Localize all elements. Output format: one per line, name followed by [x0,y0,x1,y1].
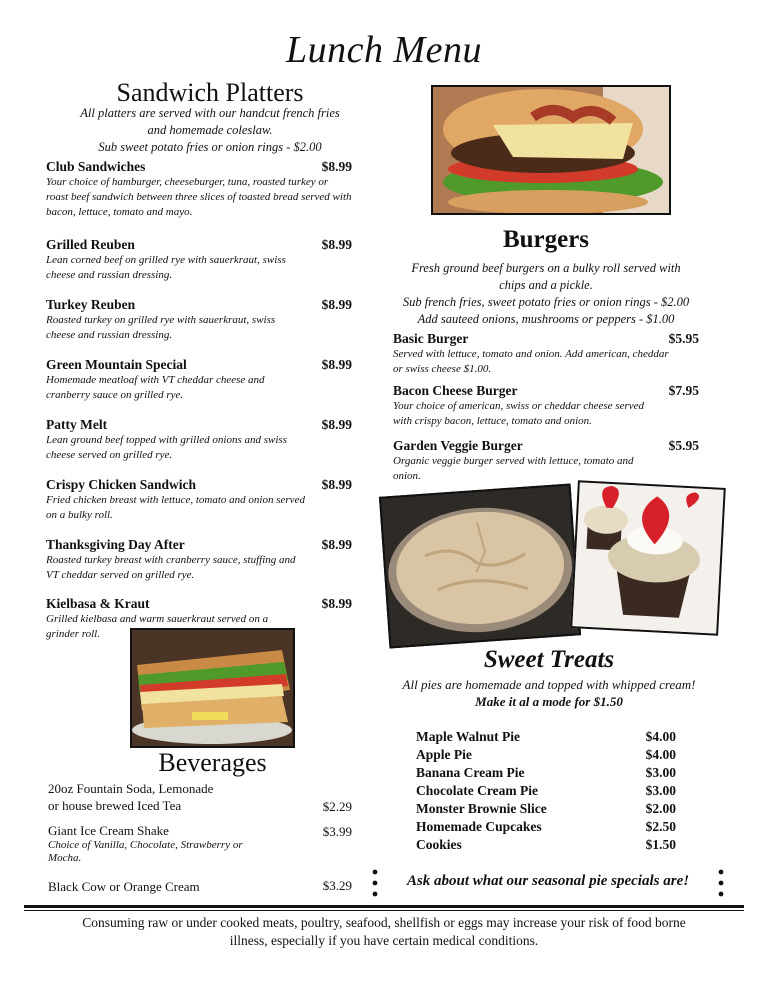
item-desc: Served with lettuce, tomato and onion. Add american, cheddar or swiss cheese $1.00. [393,348,669,375]
treat-name: Monster Brownie Slice [416,801,547,816]
item-name: Turkey Reuben [46,297,136,312]
sandwich-list [46,159,352,640]
item-price: $5.95 [668,438,699,453]
treats-heading: Sweet Treats [483,646,615,673]
item-price: $8.99 [321,237,352,252]
sandwich-intro-line: All platters are served with our handcut french fries [80,106,340,120]
item-desc: Fried chicken breast with lettuce, tomato and onion served on a bulky roll. [46,494,305,521]
item-price: $8.99 [321,357,352,372]
footer-rule [24,910,744,911]
page-title: Lunch Menu [285,29,483,71]
seasonal-banner [370,866,726,900]
bev-name: Black Cow or Orange Cream [48,879,200,894]
menu-item [46,537,352,596]
burger-photo [431,85,671,215]
burgers-intro-line: chips and a pickle. [499,278,593,292]
item-name: Thanksgiving Day After [46,537,185,552]
menu-item [46,417,352,477]
menu-item [393,383,699,438]
item-desc: Roasted turkey on grilled rye with sauerkraut, swiss cheese and russian dressing. [46,314,276,341]
burger-list [393,331,699,488]
menu-item [393,438,699,488]
item-desc: Your choice of hamburger, cheeseburger, tuna, roasted turkey or roast beef sandwich between three slices of toasted bread served with bacon, lettuce, tomato and mayo. [46,176,352,218]
item-name: Crispy Chicken Sandwich [46,477,197,492]
item-price: $8.99 [321,596,352,611]
sandwich-intro-line: and homemade coleslaw. [147,123,273,137]
sandwich-heading: Sandwich Platters [116,78,304,107]
item-name: Garden Veggie Burger [393,438,523,453]
item-price: $8.99 [321,477,352,492]
item-desc: Lean ground beef topped with grilled onions and swiss cheese served on grilled rye. [46,434,287,461]
bev-price: $2.29 [322,799,352,814]
menu-item [46,237,352,297]
treat-price: $4.00 [645,729,676,744]
treat-item [416,819,676,837]
treat-list [416,729,676,855]
treats-intro-line: Make it al a mode for $1.50 [475,694,623,709]
sandwich-intro [40,105,380,156]
item-price: $5.95 [668,331,699,346]
treats-intro-line: All pies are homemade and topped with whipped cream! [402,677,696,692]
treat-name: Cookies [416,837,462,852]
treat-item [416,765,676,783]
item-name: Basic Burger [393,331,469,346]
burgers-heading: Burgers [502,226,590,253]
beverage-list [48,780,352,898]
burgers-intro-line: Sub french fries, sweet potato fries or onion rings - $2.00 [402,295,690,309]
burgers-intro-line: Add sauteed onions, mushrooms or peppers - $1.00 [417,312,675,326]
treat-name: Banana Cream Pie [416,765,525,780]
item-name: Kielbasa & Kraut [46,596,150,611]
bev-price: $3.99 [322,824,352,839]
item-name: Green Mountain Special [46,357,187,372]
bev-desc: Choice of Vanilla, Chocolate, Strawberry or Mocha. [48,839,243,864]
item-price: $8.99 [321,297,352,312]
item-desc: Organic veggie burger served with lettuce, tomato and onion. [393,455,634,482]
footer-rule [24,905,744,908]
treat-name: Chocolate Cream Pie [416,783,538,798]
item-price: $8.99 [321,159,352,174]
bev-name: or house brewed Iced Tea [48,798,182,813]
item-desc: Homemade meatloaf with VT cheddar cheese and cranberry sauce on grilled rye. [46,374,265,401]
footer-line: Consuming raw or under cooked meats, poultry, seafood, shellfish or eggs may increase your risk of food borne [82,915,686,930]
beverage-item [48,780,352,822]
treat-price: $3.00 [645,783,676,798]
footer-disclaimer [10,914,758,950]
item-desc: Your choice of american, swiss or cheddar cheese served with crispy bacon, lettuce, tomato and onion. [393,400,645,427]
beverages-heading: Beverages [158,748,267,777]
treat-price: $3.00 [645,765,676,780]
footer-line: illness, especially if you have certain medical conditions. [229,933,539,948]
sandwich-photo [130,628,295,748]
treat-name: Homemade Cupcakes [416,819,542,834]
treat-item [416,729,676,747]
menu-item [393,331,699,383]
burgers-intro-line: Fresh ground beef burgers on a bulky roll served with [411,261,681,275]
treat-price: $2.00 [645,801,676,816]
beverage-item [48,878,352,898]
cupcake-photo [570,480,726,636]
item-name: Grilled Reuben [46,237,135,252]
treat-item [416,837,676,855]
menu-item [46,357,352,417]
item-desc: Roasted turkey breast with cranberry sauce, stuffing and VT cheddar served on grilled rye. [46,554,296,581]
menu-item [46,477,352,537]
item-price: $8.99 [321,417,352,432]
item-desc: Lean corned beef on grilled rye with sauerkraut, swiss cheese and russian dressing. [46,254,286,281]
pie-photo [379,483,581,648]
item-price: $7.95 [668,383,699,398]
burgers-intro [392,260,700,328]
item-desc: Grilled kielbasa and warm sauerkraut served on a grinder roll. [46,613,269,640]
menu-item [46,159,352,237]
treat-item [416,801,676,819]
item-price: $8.99 [321,537,352,552]
bev-price: $3.29 [322,878,352,893]
treat-price: $1.50 [645,837,676,852]
banner-text: Ask about what our seasonal pie specials are! [406,873,690,889]
treat-name: Apple Pie [416,747,472,762]
treat-item [416,747,676,765]
item-name: Bacon Cheese Burger [393,383,518,398]
bev-name: Giant Ice Cream Shake [48,823,169,838]
treat-price: $2.50 [645,819,676,834]
item-name: Club Sandwiches [46,159,146,174]
sandwich-intro-line: Sub sweet potato fries or onion rings - $2.00 [98,140,322,154]
item-name: Patty Melt [46,417,108,432]
bev-name: 20oz Fountain Soda, Lemonade [48,781,214,796]
treat-price: $4.00 [645,747,676,762]
beverage-item [48,822,352,878]
treat-item [416,783,676,801]
treats-intro [384,676,714,710]
menu-item [46,297,352,357]
treat-name: Maple Walnut Pie [416,729,521,744]
